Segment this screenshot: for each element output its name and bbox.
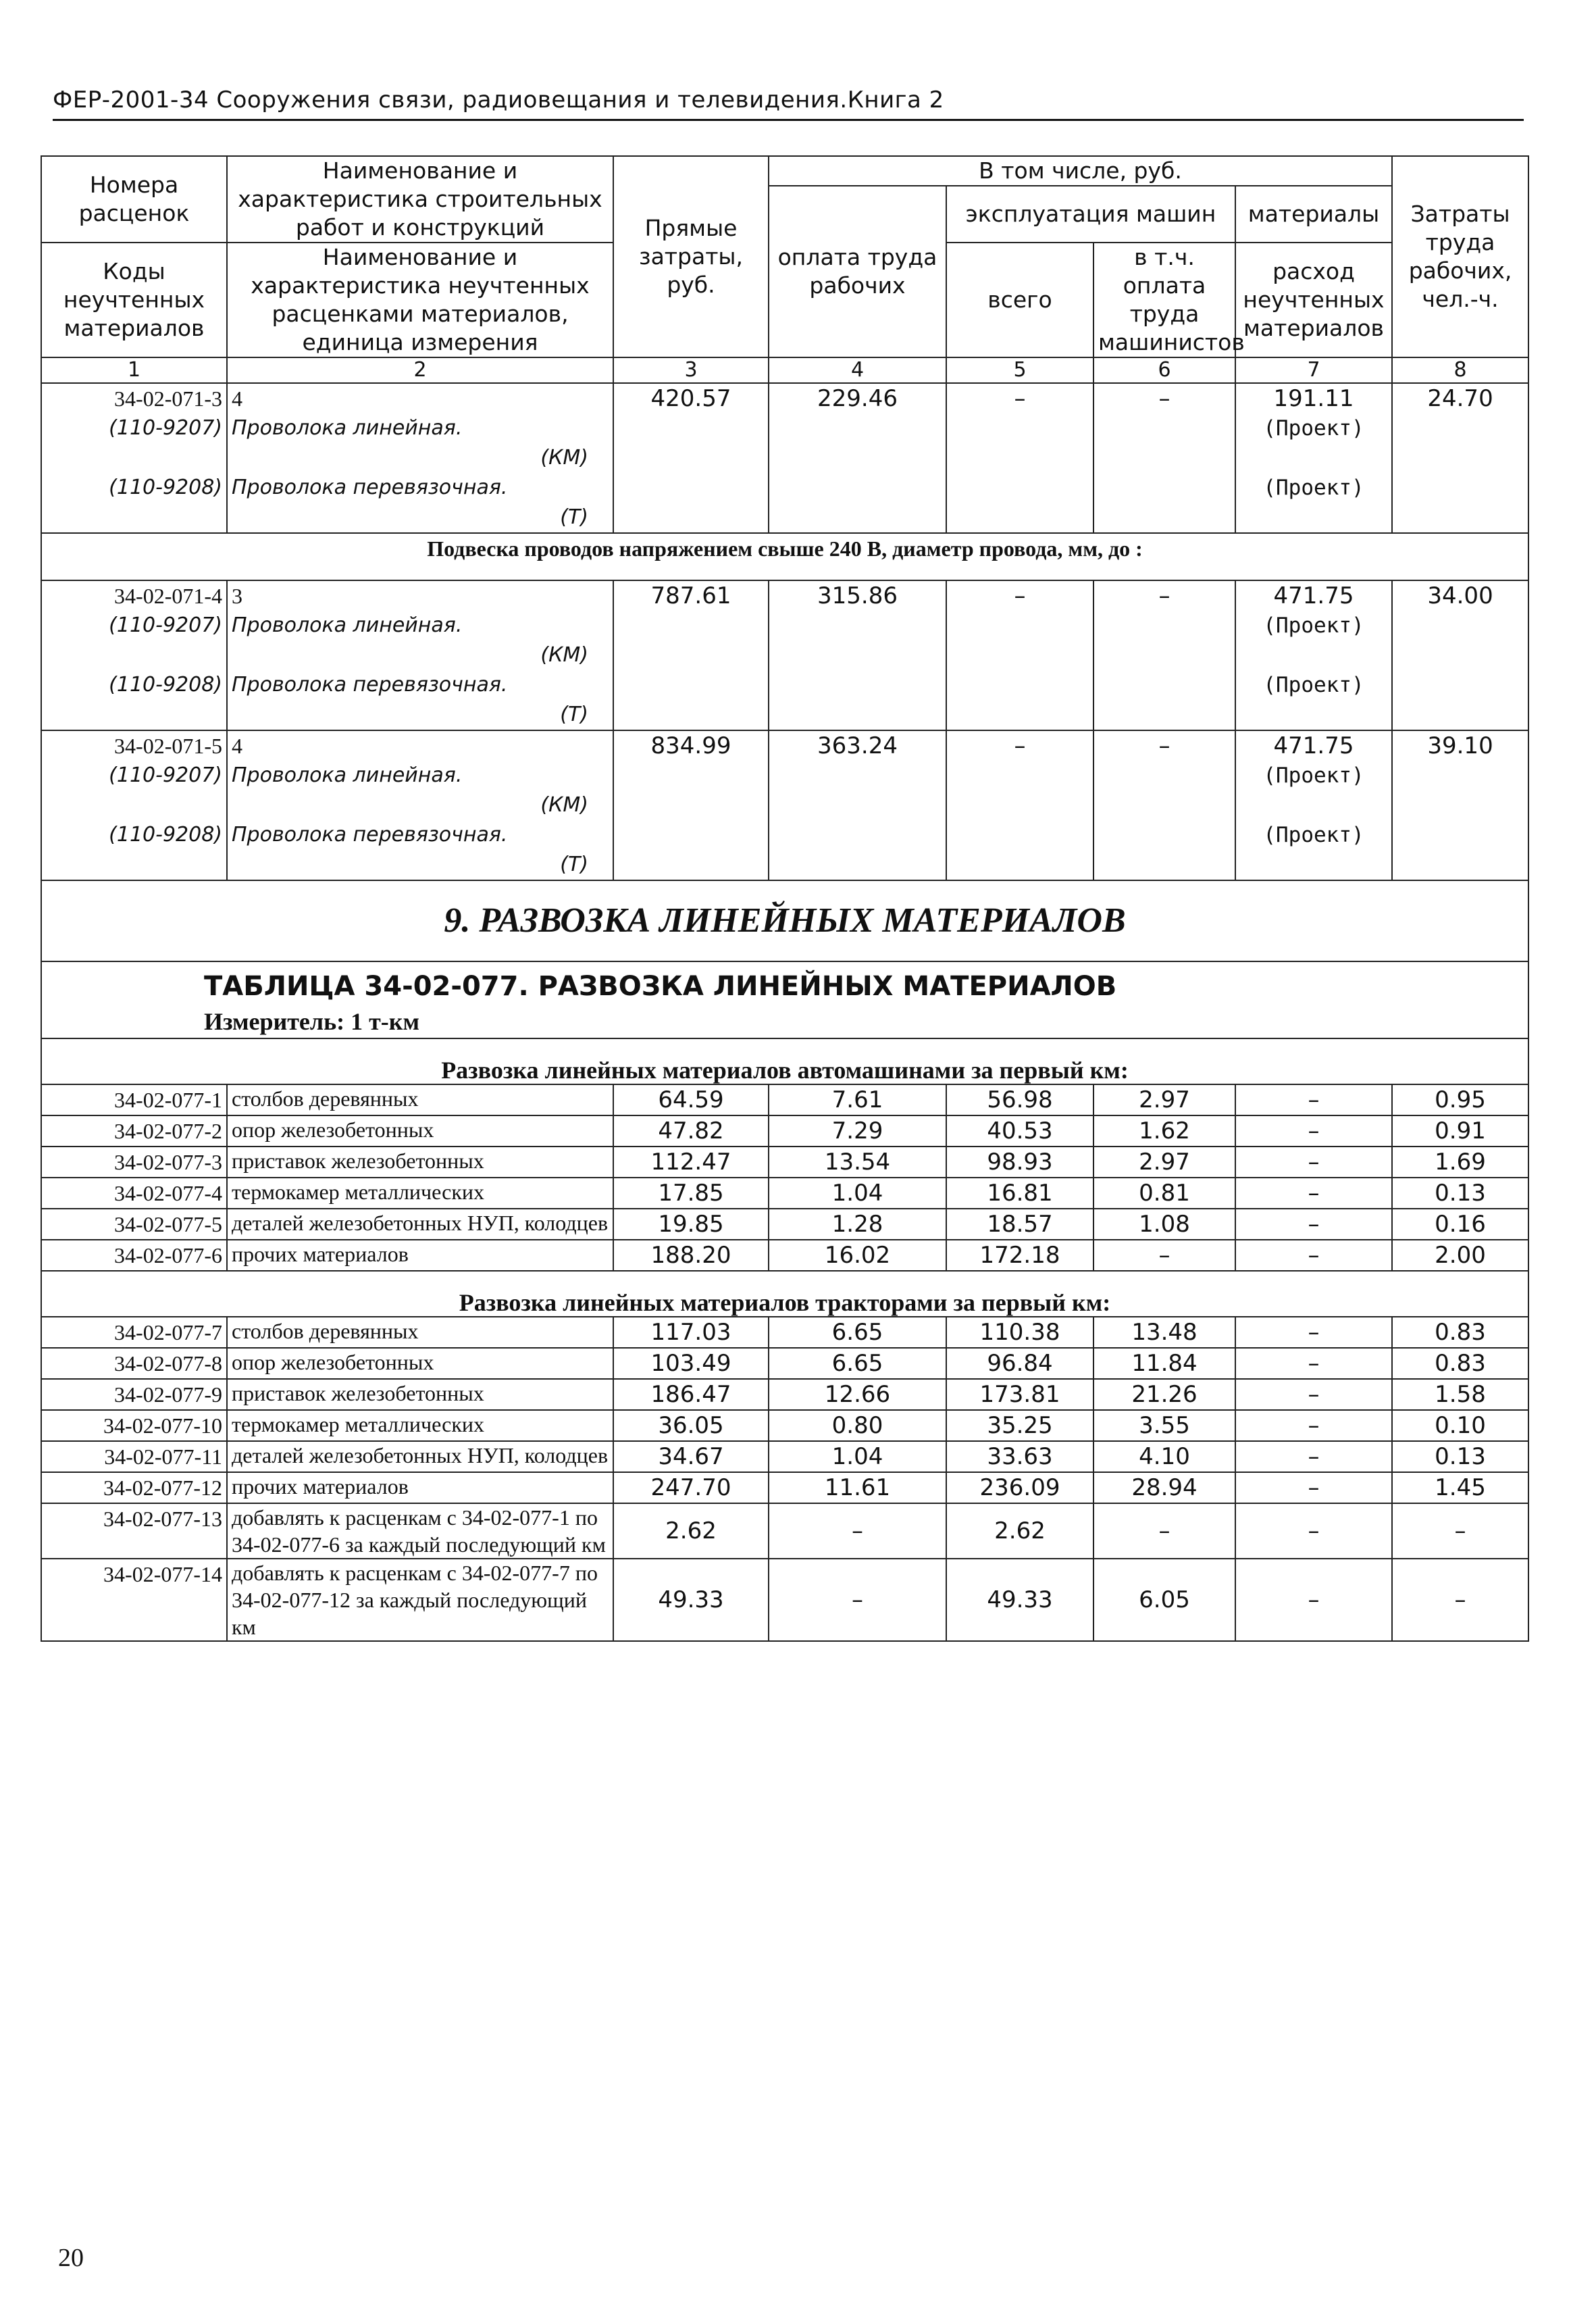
direct-costs-value: 117.03: [613, 1317, 769, 1348]
rate-code: 34-02-077-1: [41, 1084, 227, 1115]
direct-costs-value: 834.99: [613, 730, 769, 880]
rate-name: столбов деревянных: [227, 1317, 613, 1348]
section-heading: Развозка линейных материалов автомашинами за первый км:: [41, 1038, 1528, 1084]
machines-total-value: 18.57: [946, 1209, 1093, 1240]
trucks-rows: [41, 1084, 1528, 1271]
header-machinist-wages: в т.ч. оплата труда машинистов: [1093, 243, 1235, 357]
labor-value: 1.45: [1392, 1472, 1528, 1503]
wages-value: –: [769, 1559, 946, 1641]
rate-code: 34-02-077-2: [41, 1115, 227, 1147]
direct-costs-value: 2.62: [613, 1503, 769, 1559]
rate-code: 34-02-077-6: [41, 1240, 227, 1271]
machines-total-value: 172.18: [946, 1240, 1093, 1271]
wages-value: 7.29: [769, 1115, 946, 1147]
machinist-wages-value: 13.48: [1093, 1317, 1235, 1348]
machines-total-value: 2.62: [946, 1503, 1093, 1559]
materials-value: –: [1235, 1240, 1392, 1271]
table-row: [41, 1317, 1528, 1348]
rate-code: 34-02-077-8: [41, 1348, 227, 1379]
rate-code: 34-02-071-3 (110-9207) (110-9208): [41, 383, 227, 533]
materials-value: –: [1235, 1559, 1392, 1641]
wages-value: –: [769, 1503, 946, 1559]
machines-total-value: 33.63: [946, 1441, 1093, 1472]
materials-value: –: [1235, 1147, 1392, 1178]
machinist-wages-value: –: [1093, 1240, 1235, 1271]
header-direct-costs: Прямые затраты, руб.: [613, 156, 769, 357]
machines-total-value: –: [946, 383, 1093, 533]
materials-value: 471.75 (Проект) (Проект): [1235, 580, 1392, 730]
machines-total-value: 40.53: [946, 1115, 1093, 1147]
machines-total-value: 16.81: [946, 1178, 1093, 1209]
wages-value: 16.02: [769, 1240, 946, 1271]
labor-value: 24.70: [1392, 383, 1528, 533]
header-labor-costs: Затраты труда рабочих, чел.-ч.: [1392, 156, 1528, 357]
machinist-wages-value: 0.81: [1093, 1178, 1235, 1209]
materials-value: –: [1235, 1084, 1392, 1115]
materials-value: 471.75 (Проект) (Проект): [1235, 730, 1392, 880]
column-number: 6: [1093, 357, 1235, 383]
table-title: ТАБЛИЦА 34-02-077. РАЗВОЗКА ЛИНЕЙНЫХ МАТЕРИАЛОВ: [204, 971, 1117, 1002]
rate-name: столбов деревянных: [227, 1084, 613, 1115]
labor-value: 0.83: [1392, 1348, 1528, 1379]
header-machine-operation: эксплуатация машин: [946, 186, 1235, 243]
machines-total-value: 173.81: [946, 1379, 1093, 1410]
header-material-names: Наименование и характеристика неучтенных расценками материалов, единица измерения: [227, 243, 613, 357]
wages-value: 0.80: [769, 1410, 946, 1441]
column-number: 1: [41, 357, 227, 383]
machinist-wages-value: 1.08: [1093, 1209, 1235, 1240]
labor-value: –: [1392, 1503, 1528, 1559]
rate-name: прочих материалов: [227, 1472, 613, 1503]
rate-name: опор железобетонных: [227, 1348, 613, 1379]
rate-name: термокамер металлических: [227, 1178, 613, 1209]
machinist-wages-value: –: [1093, 383, 1235, 533]
machines-total-value: 110.38: [946, 1317, 1093, 1348]
rate-code: 34-02-077-11: [41, 1441, 227, 1472]
labor-value: 0.10: [1392, 1410, 1528, 1441]
machinist-wages-value: 4.10: [1093, 1441, 1235, 1472]
materials-value: –: [1235, 1209, 1392, 1240]
direct-costs-value: 186.47: [613, 1379, 769, 1410]
labor-value: 0.13: [1392, 1178, 1528, 1209]
rate-row: [41, 580, 1528, 730]
direct-costs-value: 34.67: [613, 1441, 769, 1472]
direct-costs-value: 247.70: [613, 1472, 769, 1503]
header-rate-numbers: Номера расценок: [41, 156, 227, 243]
machinist-wages-value: 28.94: [1093, 1472, 1235, 1503]
materials-value: –: [1235, 1348, 1392, 1379]
table-row: [41, 1472, 1528, 1503]
rate-name: термокамер металлических: [227, 1410, 613, 1441]
direct-costs-value: 112.47: [613, 1147, 769, 1178]
rate-name: опор железобетонных: [227, 1115, 613, 1147]
table-row: [41, 1209, 1528, 1240]
table-row: [41, 1503, 1528, 1559]
rate-name: приставок железобетонных: [227, 1147, 613, 1178]
wages-value: 1.28: [769, 1209, 946, 1240]
section-heading: Развозка линейных материалов тракторами за первый км:: [41, 1271, 1528, 1317]
labor-value: 0.13: [1392, 1441, 1528, 1472]
header-materials: материалы: [1235, 186, 1392, 243]
rate-name: прочих материалов: [227, 1240, 613, 1271]
labor-value: –: [1392, 1559, 1528, 1641]
wages-value: 1.04: [769, 1441, 946, 1472]
wages-value: 229.46: [769, 383, 946, 533]
machinist-wages-value: 2.97: [1093, 1147, 1235, 1178]
direct-costs-value: 103.49: [613, 1348, 769, 1379]
tractors-rows: [41, 1317, 1528, 1641]
column-number: 5: [946, 357, 1093, 383]
labor-value: 1.69: [1392, 1147, 1528, 1178]
direct-costs-value: 420.57: [613, 383, 769, 533]
rate-name: 3 Проволока линейная. (КМ) Проволока перевязочная. (Т): [227, 580, 613, 730]
rate-row: [41, 730, 1528, 880]
materials-value: –: [1235, 1379, 1392, 1410]
header-worker-wages: оплата труда рабочих: [769, 186, 946, 357]
rate-code: 34-02-071-5 (110-9207) (110-9208): [41, 730, 227, 880]
page-header: ФЕР-2001-34 Сооружения связи, радиовещания и телевидения.Книга 2: [53, 86, 1524, 121]
rate-name: 4 Проволока линейная. (КМ) Проволока перевязочная. (Т): [227, 383, 613, 533]
page-number: 20: [58, 2244, 84, 2272]
table-row: [41, 1559, 1528, 1641]
column-number: 8: [1392, 357, 1528, 383]
rate-name: деталей железобетонных НУП, колодцев: [227, 1209, 613, 1240]
section-heading: Подвеска проводов напряжением свыше 240 В, диаметр провода, мм, до :: [41, 533, 1528, 580]
table-row: [41, 1084, 1528, 1115]
rate-code: 34-02-077-12: [41, 1472, 227, 1503]
machinist-wages-value: 6.05: [1093, 1559, 1235, 1641]
rate-code: 34-02-071-4 (110-9207) (110-9208): [41, 580, 227, 730]
wages-value: 315.86: [769, 580, 946, 730]
direct-costs-value: 64.59: [613, 1084, 769, 1115]
machinist-wages-value: –: [1093, 580, 1235, 730]
labor-value: 0.16: [1392, 1209, 1528, 1240]
machines-total-value: 236.09: [946, 1472, 1093, 1503]
column-number: 2: [227, 357, 613, 383]
column-number: 3: [613, 357, 769, 383]
machinist-wages-value: 2.97: [1093, 1084, 1235, 1115]
labor-value: 0.91: [1392, 1115, 1528, 1147]
wages-value: 11.61: [769, 1472, 946, 1503]
rate-code: 34-02-077-14: [41, 1559, 227, 1641]
header-including-group: В том числе, руб.: [769, 156, 1392, 186]
rate-code: 34-02-077-4: [41, 1178, 227, 1209]
labor-value: 2.00: [1392, 1240, 1528, 1271]
header-work-name: Наименование и характеристика строительных работ и конструкций: [227, 156, 613, 243]
machinist-wages-value: 3.55: [1093, 1410, 1235, 1441]
materials-value: –: [1235, 1441, 1392, 1472]
labor-value: 0.95: [1392, 1084, 1528, 1115]
machines-total-value: 56.98: [946, 1084, 1093, 1115]
direct-costs-value: 787.61: [613, 580, 769, 730]
table-row: [41, 1379, 1528, 1410]
rate-name: 4 Проволока линейная. (КМ) Проволока перевязочная. (Т): [227, 730, 613, 880]
materials-value: –: [1235, 1410, 1392, 1441]
table-title-block: [41, 961, 1528, 1038]
column-number: 7: [1235, 357, 1392, 383]
rate-name: добавлять к расценкам с 34-02-077-1 по 34-02-077-6 за каждый последующий км: [227, 1503, 613, 1559]
table-row: [41, 1147, 1528, 1178]
machines-total-value: 49.33: [946, 1559, 1093, 1641]
header-unaccounted-materials: расход неучтенных материалов: [1235, 243, 1392, 357]
labor-value: 1.58: [1392, 1379, 1528, 1410]
machinist-wages-value: 11.84: [1093, 1348, 1235, 1379]
wages-value: 363.24: [769, 730, 946, 880]
machinist-wages-value: –: [1093, 730, 1235, 880]
rate-name: деталей железобетонных НУП, колодцев: [227, 1441, 613, 1472]
rate-name: приставок железобетонных: [227, 1379, 613, 1410]
machines-total-value: 96.84: [946, 1348, 1093, 1379]
wages-value: 7.61: [769, 1084, 946, 1115]
materials-value: –: [1235, 1503, 1392, 1559]
rate-code: 34-02-077-9: [41, 1379, 227, 1410]
materials-value: –: [1235, 1317, 1392, 1348]
wages-value: 6.65: [769, 1317, 946, 1348]
rates-table: [41, 155, 1529, 1642]
materials-value: 191.11 (Проект) (Проект): [1235, 383, 1392, 533]
header-machines-total: всего: [946, 243, 1093, 357]
direct-costs-value: 17.85: [613, 1178, 769, 1209]
direct-costs-value: 19.85: [613, 1209, 769, 1240]
machinist-wages-value: 1.62: [1093, 1115, 1235, 1147]
wages-value: 6.65: [769, 1348, 946, 1379]
rate-code: 34-02-077-3: [41, 1147, 227, 1178]
table-row: [41, 1410, 1528, 1441]
machinist-wages-value: –: [1093, 1503, 1235, 1559]
wages-value: 12.66: [769, 1379, 946, 1410]
labor-value: 34.00: [1392, 580, 1528, 730]
chapter-title: 9. РАЗВОЗКА ЛИНЕЙНЫХ МАТЕРИАЛОВ: [41, 880, 1528, 961]
labor-value: 39.10: [1392, 730, 1528, 880]
machines-total-value: –: [946, 730, 1093, 880]
rate-code: 34-02-077-13: [41, 1503, 227, 1559]
materials-value: –: [1235, 1178, 1392, 1209]
table-row: [41, 1348, 1528, 1379]
machines-total-value: 35.25: [946, 1410, 1093, 1441]
rate-name: добавлять к расценкам с 34-02-077-7 по 34-02-077-12 за каждый последующий км: [227, 1559, 613, 1641]
direct-costs-value: 49.33: [613, 1559, 769, 1641]
rate-row: [41, 383, 1528, 533]
rate-code: 34-02-077-5: [41, 1209, 227, 1240]
machines-total-value: 98.93: [946, 1147, 1093, 1178]
table-row: [41, 1441, 1528, 1472]
table-row: [41, 1240, 1528, 1271]
column-number: 4: [769, 357, 946, 383]
rate-code: 34-02-077-7: [41, 1317, 227, 1348]
direct-costs-value: 36.05: [613, 1410, 769, 1441]
measure-unit: Измеритель: 1 т-км: [204, 1008, 420, 1035]
direct-costs-value: 47.82: [613, 1115, 769, 1147]
materials-value: –: [1235, 1115, 1392, 1147]
table-row: [41, 1115, 1528, 1147]
direct-costs-value: 188.20: [613, 1240, 769, 1271]
header-material-codes: Коды неучтенных материалов: [41, 243, 227, 357]
machinist-wages-value: 21.26: [1093, 1379, 1235, 1410]
wages-value: 1.04: [769, 1178, 946, 1209]
rate-code: 34-02-077-10: [41, 1410, 227, 1441]
wages-value: 13.54: [769, 1147, 946, 1178]
materials-value: –: [1235, 1472, 1392, 1503]
machines-total-value: –: [946, 580, 1093, 730]
labor-value: 0.83: [1392, 1317, 1528, 1348]
table-row: [41, 1178, 1528, 1209]
